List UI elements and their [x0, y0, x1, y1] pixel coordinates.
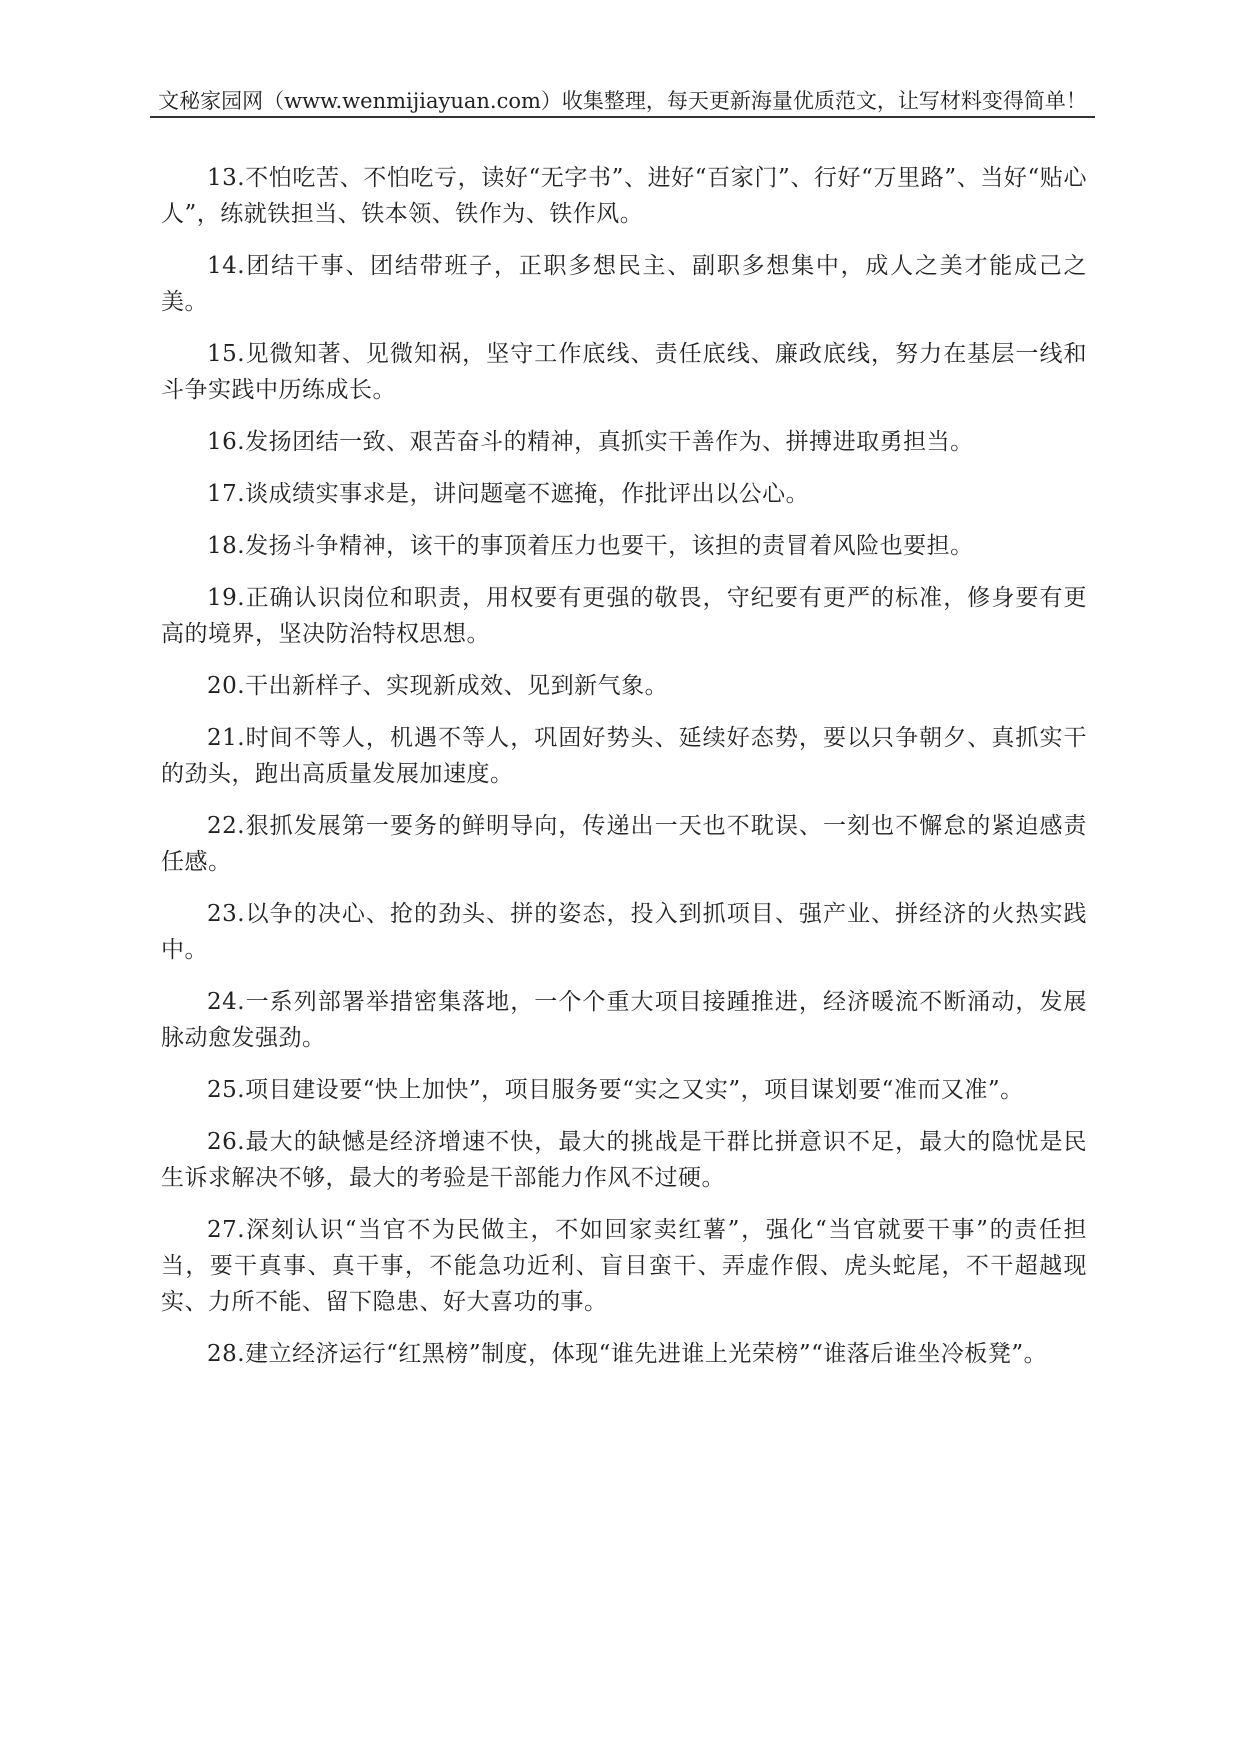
document-body	[161, 160, 1087, 1388]
list-item: 18.发扬斗争精神，该干的事顶着压力也要干，该担的责冒着风险也要担。	[207, 533, 974, 559]
list-item: 20.干出新样子、实现新成效、见到新气象。	[207, 673, 669, 699]
list-item: 21.时间不等人，机遇不等人，巩固好势头、延续好态势，要以只争朝夕、真抓实干的劲头，跑出高质量发展加速度。	[161, 725, 1087, 787]
list-item: 16.发扬团结一致、艰苦奋斗的精神，真抓实干善作为、拼搏进取勇担当。	[207, 429, 974, 455]
list-item: 13.不怕吃苦、不怕吃亏，读好“无字书”、进好“百家门”、行好“万里路”、当好“贴心人”，练就铁担当、铁本领、铁作为、铁作风。	[161, 165, 1087, 227]
list-item: 19.正确认识岗位和职责，用权要有更强的敬畏，守纪要有更严的标准，修身要有更高的境界，坚决防治特权思想。	[161, 585, 1087, 647]
list-item: 22.狠抓发展第一要务的鲜明导向，传递出一天也不耽误、一刻也不懈怠的紧迫感责任感。	[161, 813, 1087, 875]
list-item: 24.一系列部署举措密集落地，一个个重大项目接踵推进，经济暖流不断涌动，发展脉动愈发强劲。	[161, 989, 1087, 1051]
list-item: 14.团结干事、团结带班子，正职多想民主、副职多想集中，成人之美才能成己之美。	[161, 253, 1087, 315]
list-item: 27.深刻认识“当官不为民做主，不如回家卖红薯”，强化“当官就要干事”的责任担当，要干真事、真干事，不能急功近利、盲目蛮干、弄虚作假、虎头蛇尾，不干超越现实、力所不能、留下隐患、好大喜功的事。	[161, 1217, 1087, 1315]
list-item: 25.项目建设要“快上加快”，项目服务要“实之又实”，项目谋划要“准而又准”。	[207, 1077, 1024, 1103]
page-header: 文秘家园网（www.wenmijiayuan.com）收集整理，每天更新海量优质范文，让写材料变得简单！	[150, 86, 1095, 118]
list-item: 26.最大的缺憾是经济增速不快，最大的挑战是干群比拼意识不足，最大的隐忧是民生诉求解决不够，最大的考验是干部能力作风不过硬。	[161, 1129, 1087, 1191]
list-item: 15.见微知著、见微知祸，坚守工作底线、责任底线、廉政底线，努力在基层一线和斗争实践中历练成长。	[161, 341, 1087, 403]
list-item: 17.谈成绩实事求是，讲问题毫不遮掩，作批评出以公心。	[207, 481, 810, 507]
list-item: 28.建立经济运行“红黑榜”制度，体现“谁先进谁上光荣榜”“谁落后谁坐冷板凳”。	[207, 1341, 1048, 1367]
list-item: 23.以争的决心、抢的劲头、拼的姿态，投入到抓项目、强产业、拼经济的火热实践中。	[161, 901, 1087, 963]
